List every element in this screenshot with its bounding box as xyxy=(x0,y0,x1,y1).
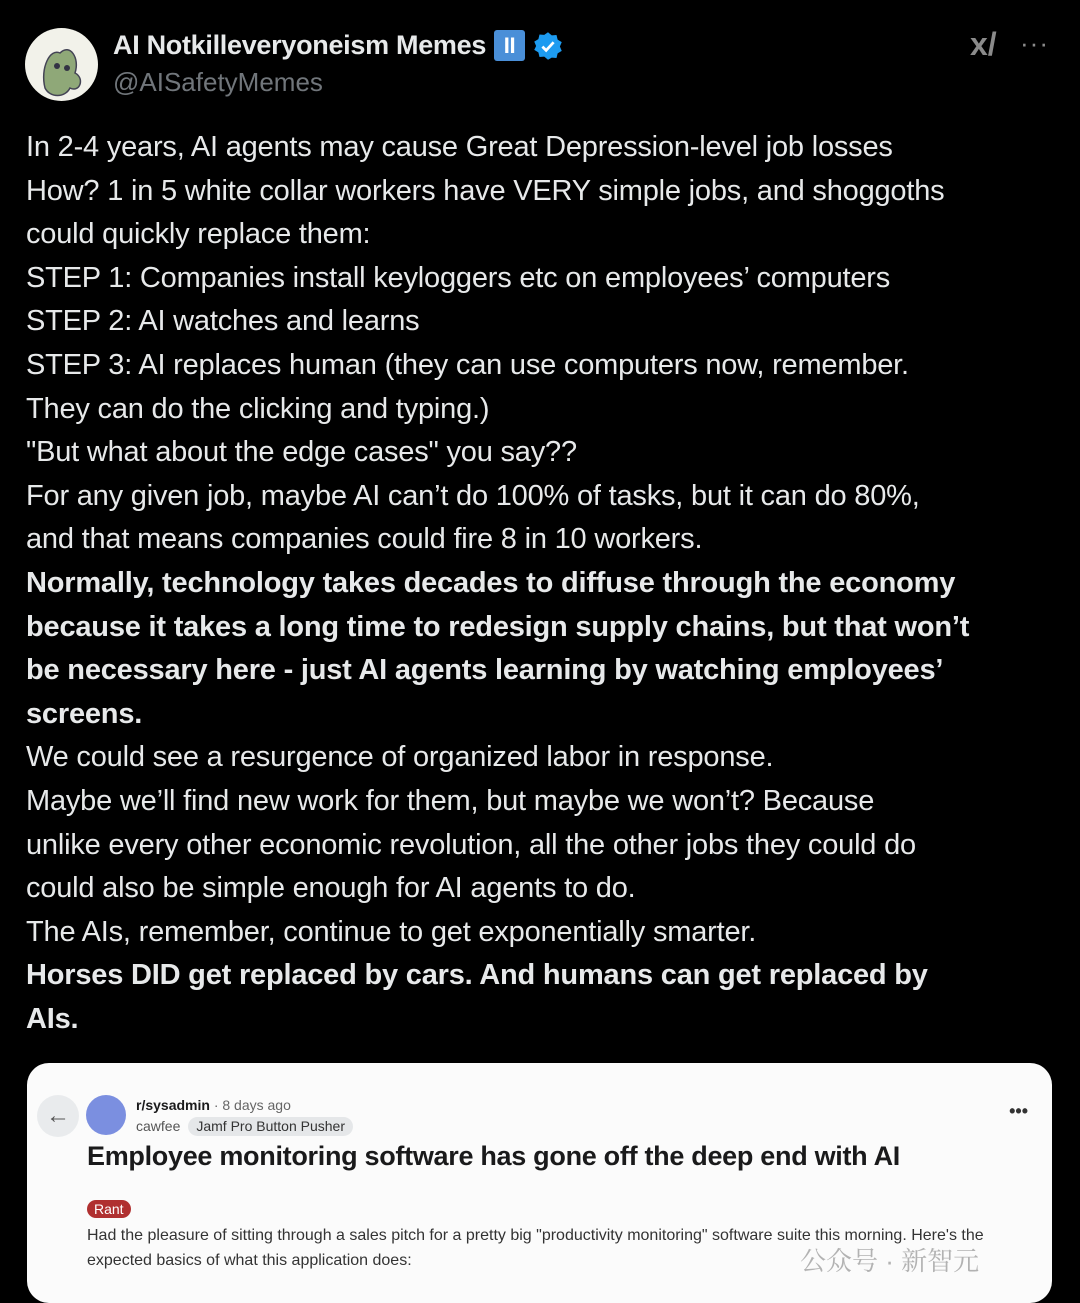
tweet-line: In 2-4 years, AI agents may cause Great Depression-level job losses xyxy=(26,131,893,163)
verified-badge-icon xyxy=(533,31,563,61)
affiliate-badge: II xyxy=(494,30,525,61)
tweet-line: How? 1 in 5 white collar workers have VERY simple jobs, and shoggoths xyxy=(26,174,945,207)
tweet-line: Horses DID get replaced by cars. And humans can get replaced by xyxy=(26,959,928,992)
tweet-line: be necessary here - just AI agents learning by watching employees’ xyxy=(26,654,944,687)
back-arrow-icon[interactable]: ← xyxy=(37,1095,79,1137)
grok-icon[interactable]: x/ xyxy=(970,26,997,62)
tweet-line: STEP 3: AI replaces human (they can use computers now, remember. xyxy=(26,348,909,381)
tweet-line: because it takes a long time to redesign supply chains, but that won’t xyxy=(26,610,970,643)
tweet-line: We could see a resurgence of organized labor in response. xyxy=(26,741,774,774)
tweet-line: could quickly replace them: xyxy=(26,218,371,251)
post-flair-tag[interactable]: Rant xyxy=(87,1200,131,1218)
card-more-icon[interactable]: ••• xyxy=(1009,1101,1028,1121)
watermark: 公众号 · 新智元 xyxy=(800,1246,980,1276)
tweet-line: STEP 1: Companies install keyloggers etc on employees’ computers xyxy=(26,261,891,294)
tweet-line: unlike every other economic revolution, all the other jobs they could do xyxy=(26,828,916,861)
user-flair: Jamf Pro Button Pusher xyxy=(188,1117,353,1136)
tweet-line: For any given job, maybe AI can’t do 100% of tasks, but it can do 80%, xyxy=(26,479,920,512)
subreddit-line xyxy=(136,1097,291,1114)
tweet-line: The AIs, remember, continue to get exponentially smarter. xyxy=(26,915,757,948)
tweet-line: Normally, technology takes decades to diffuse through the economy xyxy=(26,566,956,599)
author-name-text: AI Notkilleveryoneism Memes xyxy=(113,30,487,60)
tweet-line: screens. xyxy=(26,697,143,730)
author-handle[interactable]: @AISafetyMemes xyxy=(113,67,323,97)
avatar[interactable] xyxy=(25,28,98,101)
tweet-line: AIs. xyxy=(26,1002,79,1035)
tweet-line: and that means companies could fire 8 in 10 workers. xyxy=(26,523,703,556)
subreddit-avatar xyxy=(86,1095,126,1135)
tweet-line: could also be simple enough for AI agents to do. xyxy=(26,872,636,905)
post-excerpt: Had the pleasure of sitting through a sales pitch for a pretty big "productivity monitoring" software suite this morning. Here's the expected basics of what this application does: xyxy=(87,1227,984,1269)
more-icon[interactable]: ··· xyxy=(1020,28,1049,58)
tweet-line: STEP 2: AI watches and learns xyxy=(26,305,420,338)
username[interactable]: cawfee xyxy=(136,1118,181,1134)
tweet-line: Maybe we’ll find new work for them, but maybe we won’t? Because xyxy=(26,784,875,817)
author-name[interactable] xyxy=(113,30,563,61)
user-line xyxy=(136,1117,353,1136)
subreddit-name[interactable]: r/sysadmin xyxy=(136,1097,210,1113)
tweet-line: "But what about the edge cases" you say?? xyxy=(26,436,577,469)
tweet-line: They can do the clicking and typing.) xyxy=(26,392,490,425)
tweet-body xyxy=(26,126,969,1041)
post-time: · 8 days ago xyxy=(213,1097,291,1113)
post-title[interactable]: Employee monitoring software has gone off the deep end with AI xyxy=(87,1141,900,1171)
